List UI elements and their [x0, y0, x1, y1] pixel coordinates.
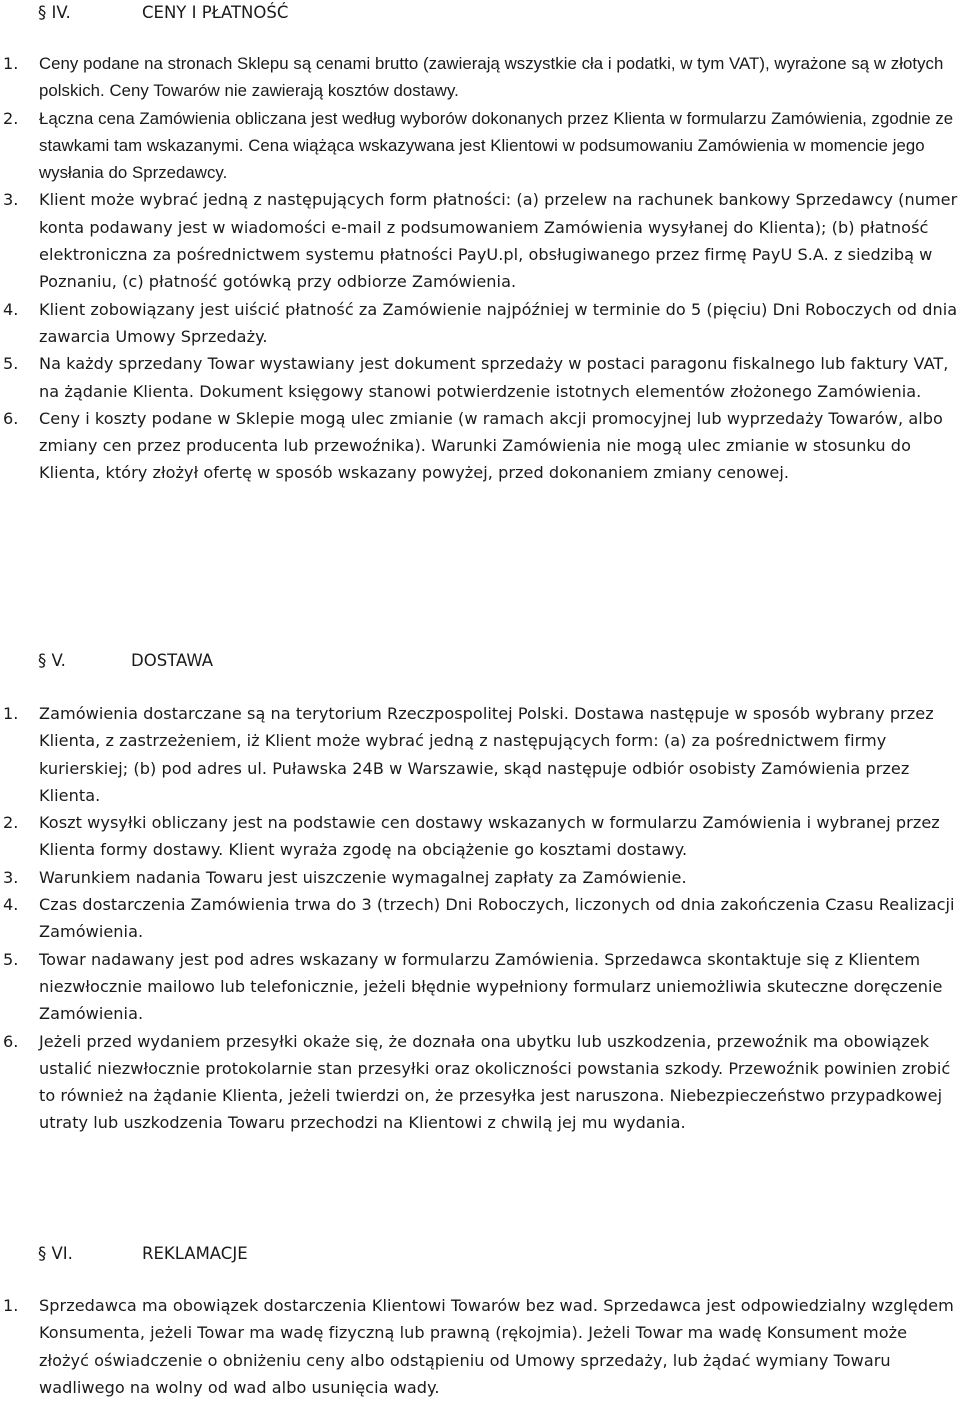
item-text: Koszt wysyłki obliczany jest na podstawie cen dostawy wskazanych w formularzu Zamówienia i wybranej przez Klienta formy dostawy. Klient wyraża zgodę na obciążenie go kosztami dostawy. — [39, 813, 940, 860]
item-number: 3. — [3, 867, 19, 887]
section-iv-list — [0, 50, 960, 487]
list-item — [0, 350, 960, 405]
list-item — [0, 105, 960, 187]
list-item — [0, 405, 960, 487]
item-number: 1. — [3, 54, 19, 73]
item-text: Sprzedawca ma obowiązek dostarczenia Klientowi Towarów bez wad. Sprzedawca jest odpowiedzialny względem Konsumenta, jeżeli Towar ma wadę fizyczną lub prawną (rękojmia). Jeżeli Towar ma wadę Konsument może złożyć oświadczenie o obniżeniu ceny albo odstąpieniu od Umowy sprzedaży, lub żądać wymiany Towaru wadliwego na wolny od wad albo usunięcia wady. — [39, 1296, 954, 1397]
list-item — [0, 700, 960, 809]
item-text: Czas dostarczenia Zamówienia trwa do 3 (trzech) Dni Roboczych, liczonych od dnia zakończenia Czasu Realizacji Zamówienia. — [39, 895, 955, 942]
section-title: REKLAMACJE — [142, 1244, 248, 1263]
item-number: 1. — [3, 704, 19, 723]
section-number: § VI. — [38, 1244, 73, 1263]
item-number: 2. — [3, 108, 19, 128]
item-text: Łączna cena Zamówienia obliczana jest według wyborów dokonanych przez Klienta w formularzu Zamówienia, zgodnie ze stawkami tam wskazanymi. Cena wiążąca wskazywana jest Klientowi w podsumowaniu Zamówienia w momencie jego wysłania do Sprzedawcy. — [39, 108, 954, 183]
item-text: Klient zobowiązany jest uiścić płatność za Zamówienie najpóźniej w terminie do 5 (pięciu) Dni Roboczych od dnia zawarcia Umowy Sprzedaży. — [39, 299, 958, 346]
item-number: 2. — [3, 813, 19, 833]
section-vi-list — [0, 1292, 960, 1401]
item-number: 1. — [3, 1296, 19, 1315]
list-item — [0, 50, 960, 105]
item-number: 6. — [3, 1031, 19, 1051]
section-number: § IV. — [38, 3, 71, 22]
section-v-list — [0, 700, 960, 1137]
section-heading-vi — [38, 1241, 248, 1267]
item-text: Zamówienia dostarczane są na terytorium Rzeczpospolitej Polski. Dostawa następuje w sposób wybrany przez Klienta, z zastrzeżeniem, iż Klient może wybrać jedną z następujących form: (a) za pośrednictwem firmy kurierskiej; (b) pod adres ul. Puławska 24B w Warszawie, skąd następuje odbiór osobisty Zamówienia przez Klienta. — [39, 704, 934, 805]
item-number: 6. — [3, 408, 19, 428]
section-number: § V. — [38, 651, 66, 670]
item-text: Na każdy sprzedany Towar wystawiany jest dokument sprzedaży w postaci paragonu fiskalnego lub faktury VAT, na żądanie Klienta. Dokument księgowy stanowi potwierdzenie istotnych elementów złożonego Zamówienia. — [39, 354, 949, 401]
item-number: 3. — [3, 190, 19, 210]
list-item — [0, 1292, 960, 1401]
item-text: Towar nadawany jest pod adres wskazany w formularzu Zamówienia. Sprzedawca skontaktuje się z Klientem niezwłocznie mailowo lub telefonicznie, jeżeli błędnie wypełniony formularz uniemożliwia skuteczne doręczenie Zamówienia. — [39, 949, 943, 1024]
item-text: Warunkiem nadania Towaru jest uiszczenie wymagalnej zapłaty za Zamówienie. — [39, 867, 687, 887]
list-item — [0, 809, 960, 864]
section-heading-iv — [38, 0, 289, 26]
list-item — [0, 946, 960, 1028]
item-number: 4. — [3, 299, 19, 319]
section-title: CENY I PŁATNOŚĆ — [142, 3, 289, 22]
item-text: Klient może wybrać jedną z następujących form płatności: (a) przelew na rachunek bankowy Sprzedawcy (numer konta podawany jest w wiadomości e-mail z podsumowaniem Zamówienia wysyłanej do Klienta); (b) płatność elektroniczna za pośrednictwem systemu płatności PayU.pl, obsługiwanego przez firmę PayU S.A. z siedzibą w Poznaniu, (c) płatność gotówką przy odbiorze Zamówienia. — [39, 190, 958, 292]
item-text: Ceny i koszty podane w Sklepie mogą ulec zmianie (w ramach akcji promocyjnej lub wyprzedaży Towarów, albo zmiany cen przez producenta lub przewoźnika). Warunki Zamówienia nie mogą ulec zmianie w stosunku do Klienta, który złożył ofertę w sposób wskazany powyżej, przed dokonaniem zmiany cenowej. — [39, 408, 943, 483]
list-item — [0, 296, 960, 351]
item-text: Jeżeli przed wydaniem przesyłki okaże się, że doznała ona ubytku lub uszkodzenia, przewoźnik ma obowiązek ustalić niezwłocznie protokolarnie stan przesyłki oraz okoliczności powstania szkody. Przewoźnik powinien zrobić to również na żądanie Klienta, jeżeli twierdzi on, że przesyłka jest naruszona. Niebezpieczeństwo przypadkowej utraty lub uszkodzenia Towaru przechodzi na Klientowi z chwilą jej mu wydania. — [39, 1031, 951, 1133]
list-item — [0, 864, 960, 891]
list-item — [0, 891, 960, 946]
item-text: Ceny podane na stronach Sklepu są cenami brutto (zawierają wszystkie cła i podatki, w tym VAT), wyrażone są w złotych polskich. Ceny Towarów nie zawierają kosztów dostawy. — [39, 54, 944, 101]
item-number: 5. — [3, 354, 19, 374]
section-heading-v — [38, 648, 214, 674]
section-title: DOSTAWA — [131, 651, 214, 670]
list-item — [0, 1028, 960, 1137]
item-number: 5. — [3, 949, 19, 969]
item-number: 4. — [3, 895, 19, 915]
list-item — [0, 186, 960, 295]
